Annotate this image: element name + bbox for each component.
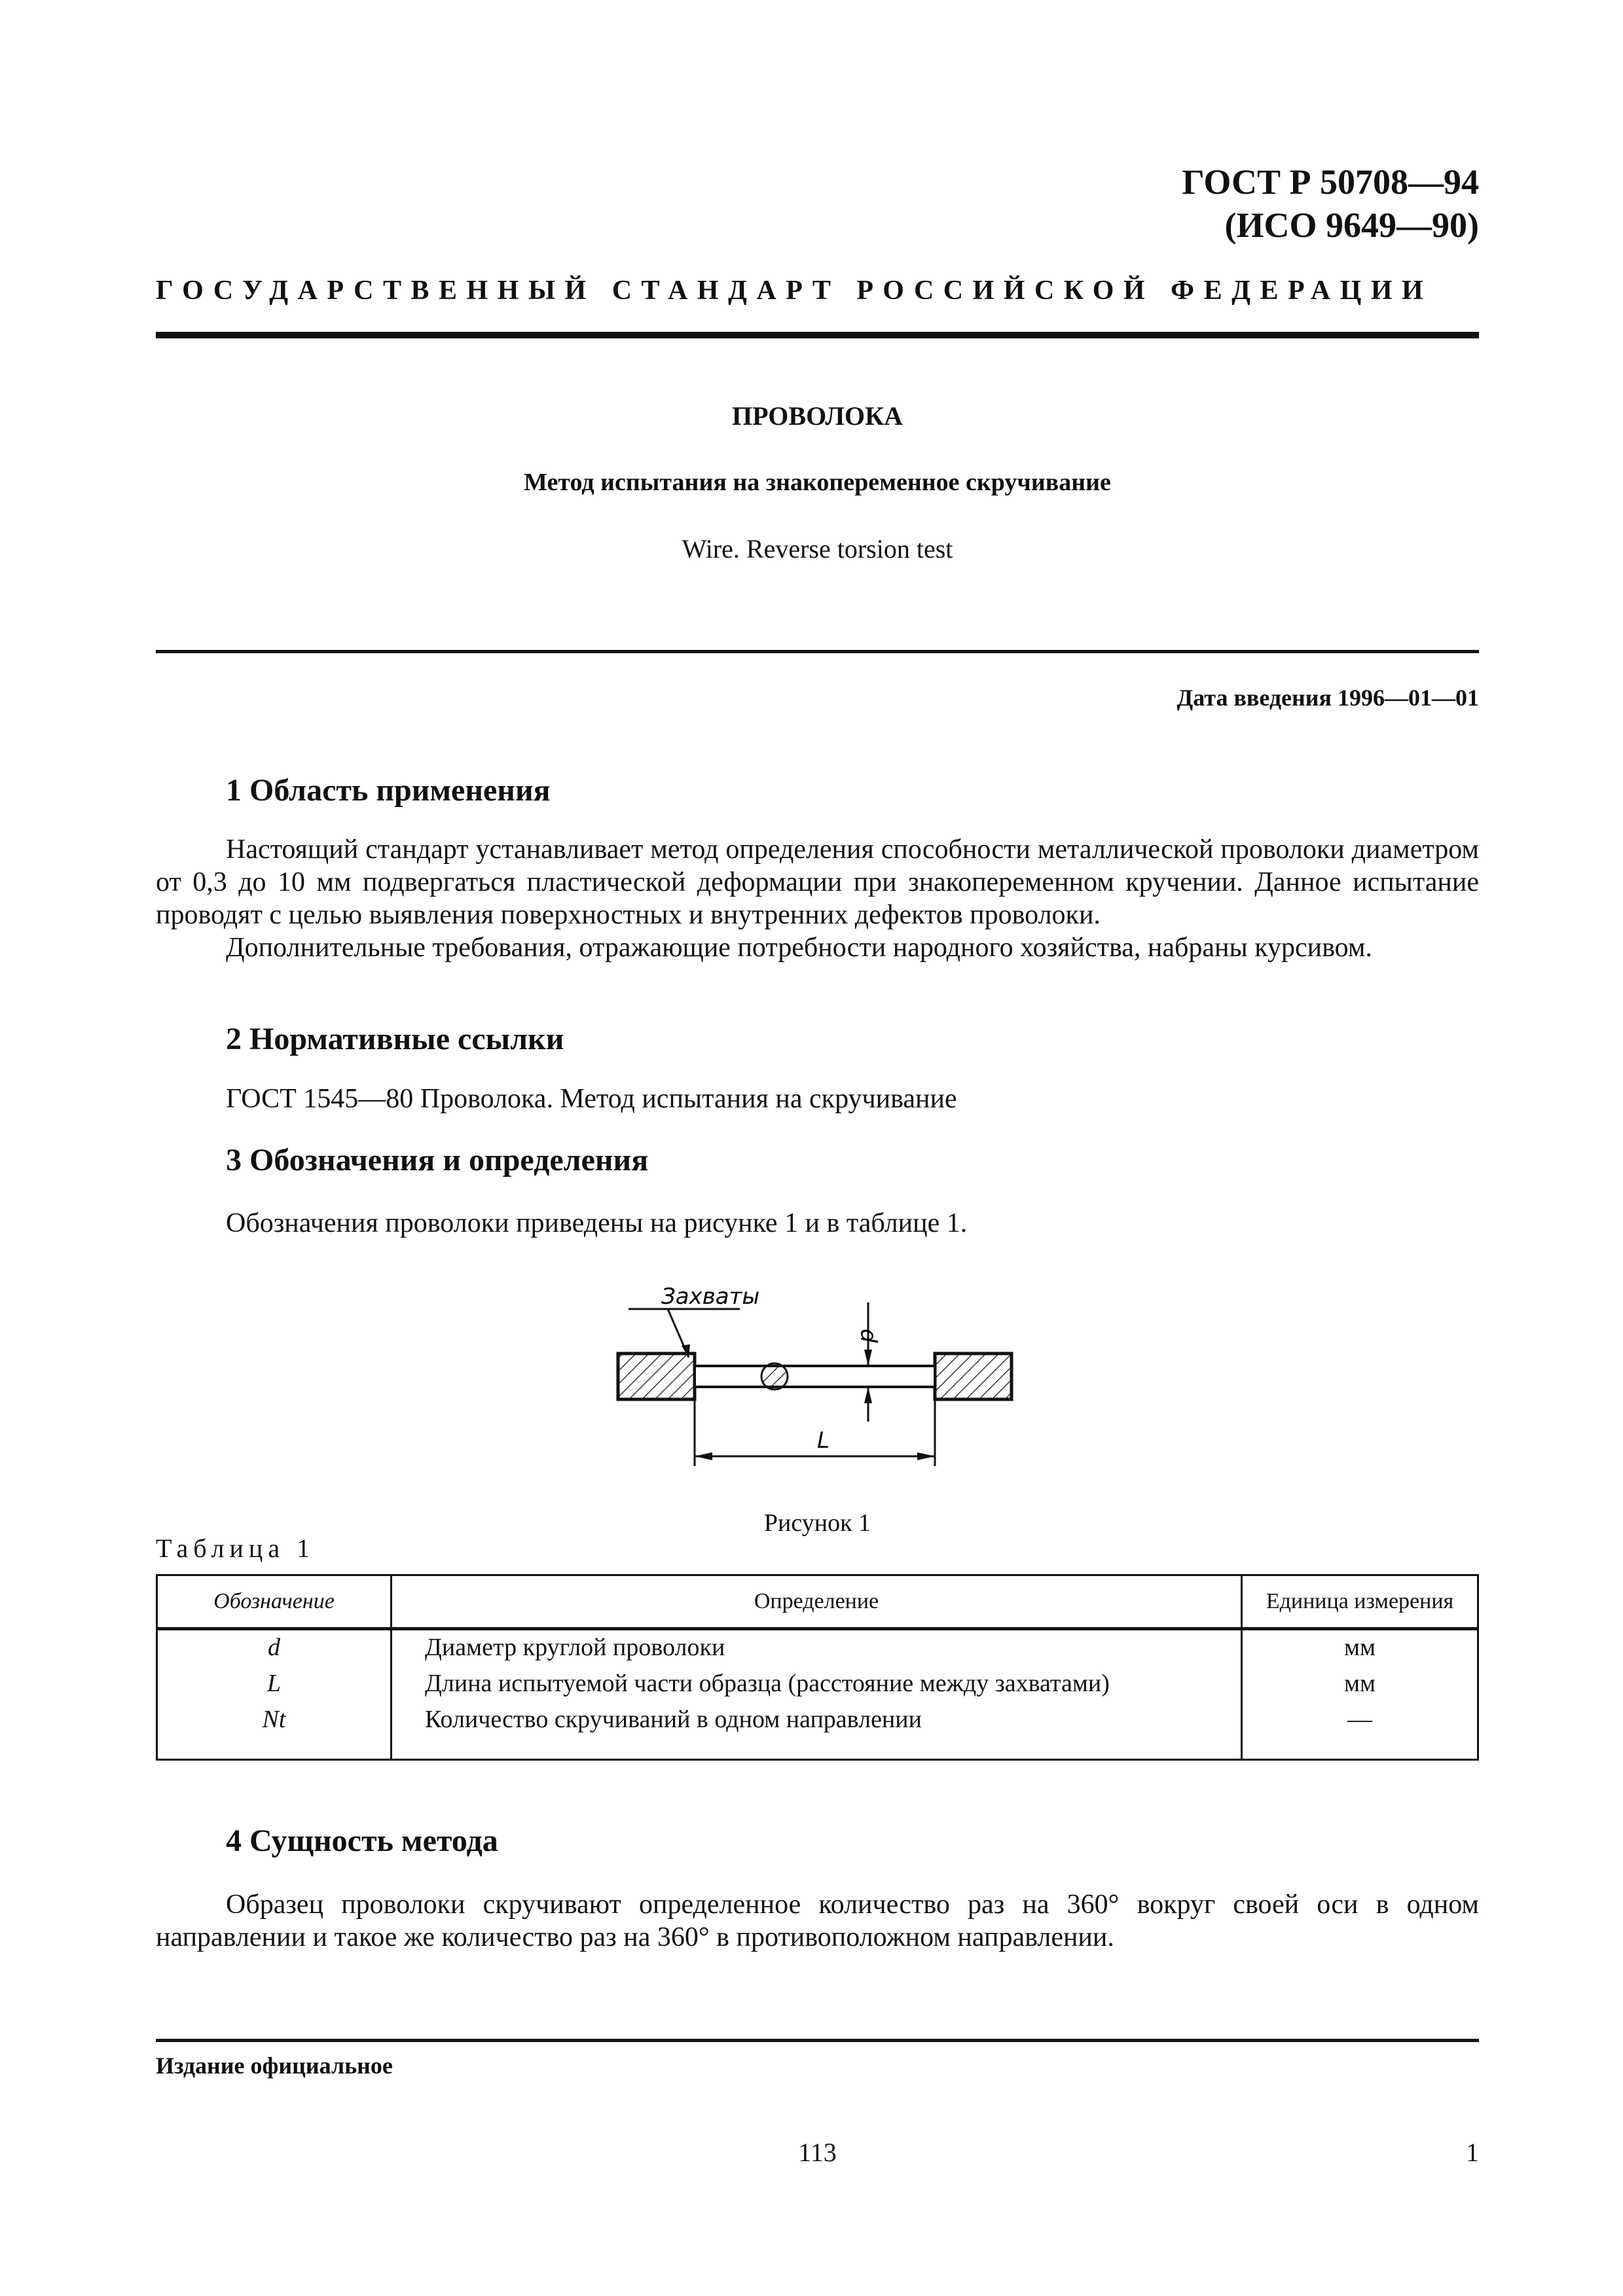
table-row: [157, 1629, 1478, 1667]
collection-page-number: 113: [798, 2138, 837, 2167]
gost-code: ГОСТ Р 50708—94: [1182, 162, 1479, 202]
state-standard-title: ГОСУДАРСТВЕННЫЙ СТАНДАРТ РОССИЙСКОЙ ФЕДЕРАЦИИ: [156, 276, 1433, 306]
wire-specimen: [695, 1366, 935, 1387]
table-cell-definition: Длина испытуемой части образца (расстояние между захватами): [392, 1666, 1242, 1702]
l-arrow-right: [917, 1452, 935, 1460]
table-cell-symbol: d: [157, 1629, 392, 1667]
table-cell-symbol: Nt: [157, 1702, 392, 1760]
header-rule: [156, 332, 1479, 338]
document-english-title: Wire. Reverse torsion test: [682, 534, 953, 564]
table-cell-unit: —: [1242, 1702, 1478, 1760]
document-subtitle: Метод испытания на знакопеременное скручивание: [524, 469, 1111, 496]
table-cell-definition: Диаметр круглой проволоки: [392, 1629, 1242, 1667]
table-cell-unit: мм: [1242, 1629, 1478, 1667]
figure-1-wire-diagram: [609, 1276, 1028, 1473]
footer-rule: [156, 2039, 1479, 2042]
right-grip: [935, 1354, 1012, 1399]
figure-1-caption: Рисунок 1: [763, 1509, 871, 1537]
table-1-label: Таблица 1: [156, 1534, 316, 1563]
iso-code: (ИСО 9649—90): [1224, 206, 1479, 245]
gost-code-block: [1182, 160, 1479, 247]
table-header-unit: Единица измерения: [1242, 1575, 1478, 1629]
table-cell-definition: Количество скручиваний в одном направлении: [392, 1702, 1242, 1760]
section-1-body: [156, 833, 1479, 964]
title-rule: [156, 650, 1479, 653]
section-2-heading: 2 Нормативные ссылки: [226, 1022, 564, 1056]
section-4-heading: 4 Сущность метода: [226, 1823, 498, 1858]
table-cell-unit: мм: [1242, 1666, 1478, 1702]
grips-label: Захваты: [661, 1283, 760, 1310]
section-1-paragraph-1: Настоящий стандарт устанавливает метод определения способности металлической проволоки диаметром от 0,3 до 10 мм подвергаться пластической деформации при знакопеременном кручении. Данное испытание проводят с целью выявления поверхностных и внутренних дефектов проволоки.: [156, 834, 1479, 930]
left-grip: [618, 1354, 695, 1399]
d-arrow-top: [864, 1350, 872, 1366]
official-edition-label: Издание официальное: [156, 2053, 393, 2079]
section-4-paragraph: Образец проволоки скручивают определенное количество раз на 360° вокруг своей оси в одном направлении и такое же количество раз на 360° в противоположном направлении.: [156, 1890, 1479, 1952]
l-label: L: [817, 1427, 830, 1454]
table-row: [157, 1702, 1478, 1760]
l-arrow-left: [695, 1452, 712, 1460]
section-2-reference: ГОСТ 1545—80 Проволока. Метод испытания на скручивание: [226, 1084, 957, 1114]
table-1: [156, 1574, 1479, 1761]
document-page-number: 1: [1466, 2138, 1479, 2167]
section-3-heading: 3 Обозначения и определения: [226, 1143, 649, 1177]
table-row: [157, 1666, 1478, 1702]
section-3-paragraph: Обозначения проволоки приведены на рисунке 1 и в таблице 1.: [226, 1208, 968, 1238]
introduction-date: Дата введения 1996—01—01: [1176, 685, 1479, 711]
table-header-row: [157, 1575, 1478, 1629]
wire-cross-section: [761, 1363, 788, 1390]
section-4-body: [156, 1888, 1479, 1954]
d-arrow-bottom: [864, 1387, 872, 1403]
section-1-paragraph-2: Дополнительные требования, отражающие потребности народного хозяйства, набраны курсивом.: [226, 933, 1372, 963]
table-header-definition: Определение: [392, 1575, 1242, 1629]
table-cell-symbol: L: [157, 1666, 392, 1702]
section-1-heading: 1 Область применения: [226, 773, 551, 808]
table-header-symbol: Обозначение: [157, 1575, 392, 1629]
d-label: d: [855, 1329, 881, 1343]
document-title: ПРОВОЛОКА: [731, 401, 903, 431]
